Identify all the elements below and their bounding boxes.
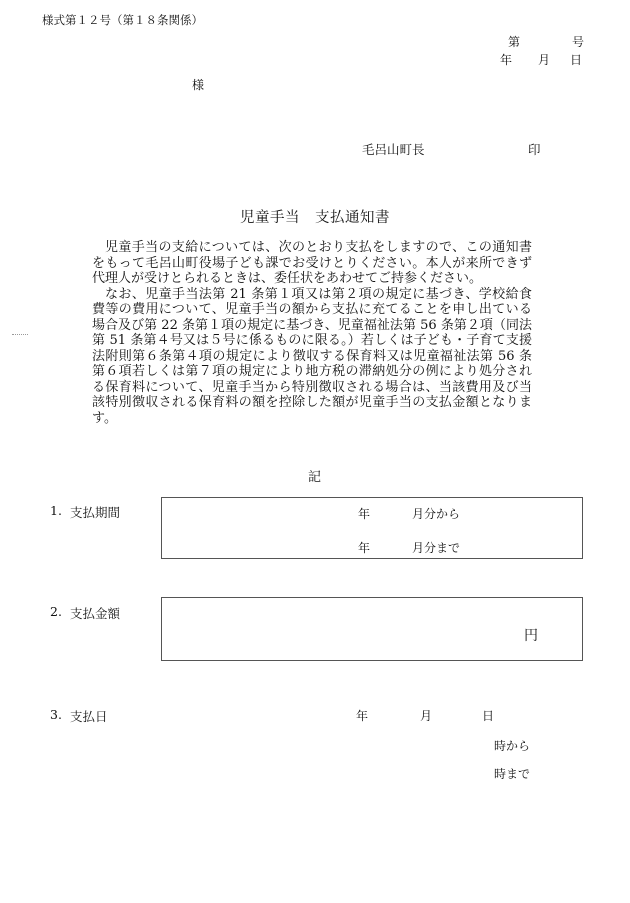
date-day: 日	[570, 53, 583, 67]
seal-mark: 印	[528, 142, 541, 157]
period-to-year: 年	[358, 541, 371, 555]
body-paragraph-1: 児童手当の支給については、次のとおり支払をしますので、この通知書をもって毛呂山町役場子ども課でお受けとりください。本人が来所できず代理人が受けとられるときは、委任状をあわせてご持参ください。	[92, 240, 532, 286]
period-from-year: 年	[358, 507, 371, 521]
doc-number-dai: 第	[508, 35, 521, 49]
body-text	[92, 240, 532, 426]
payment-time-to: 時まで	[494, 767, 531, 781]
payment-date-day: 日	[482, 709, 495, 723]
margin-dots	[12, 334, 28, 335]
item-2-number: 2.	[50, 604, 62, 619]
payment-date-month: 月	[420, 709, 433, 723]
date-year: 年	[500, 53, 513, 67]
item-2-label: 支払金額	[70, 606, 121, 621]
item-1-number: 1.	[50, 503, 62, 518]
issuer-name: 毛呂山町長	[362, 142, 425, 157]
document-title: 児童手当 支払通知書	[240, 210, 390, 226]
ki-heading: 記	[308, 470, 322, 485]
doc-number-gou: 号	[572, 35, 585, 49]
item-3-label: 支払日	[70, 709, 108, 724]
date-month: 月	[538, 53, 551, 67]
period-from-month: 月分から	[412, 507, 461, 521]
payment-date-year: 年	[356, 709, 369, 723]
period-to-month: 月分まで	[412, 541, 461, 555]
payment-amount-box	[161, 597, 583, 661]
recipient-suffix: 様	[192, 78, 205, 92]
payment-time-from: 時から	[494, 739, 531, 753]
item-1-label: 支払期間	[70, 505, 121, 520]
body-paragraph-2: なお、児童手当法第 21 条第１項又は第２項の規定に基づき、学校給食費等の費用について、児童手当の額から支払に充てることを申し出ている場合及び第 22 条第１項の規定に基づき、児童福祉法第 56 条第２項（同法第 51 条第４号又は５号に係るものに限る。）若しくは子ども・子育て支援法附則第６条第４項の規定により徴収する保育料又は児童福祉法第 56 条第６項若しくは第７項の規定により地方税の滞納処分の例により処分される保育料について、児童手当から特別徴収される場合は、当該費用及び当該特別徴収される保育料の額を控除した額が児童手当の支払金額となります。	[92, 286, 532, 426]
amount-unit: 円	[524, 628, 538, 644]
form-number: 様式第１２号（第１８条関係）	[42, 13, 203, 27]
payment-period-box	[161, 497, 583, 559]
item-3-number: 3.	[50, 707, 62, 722]
